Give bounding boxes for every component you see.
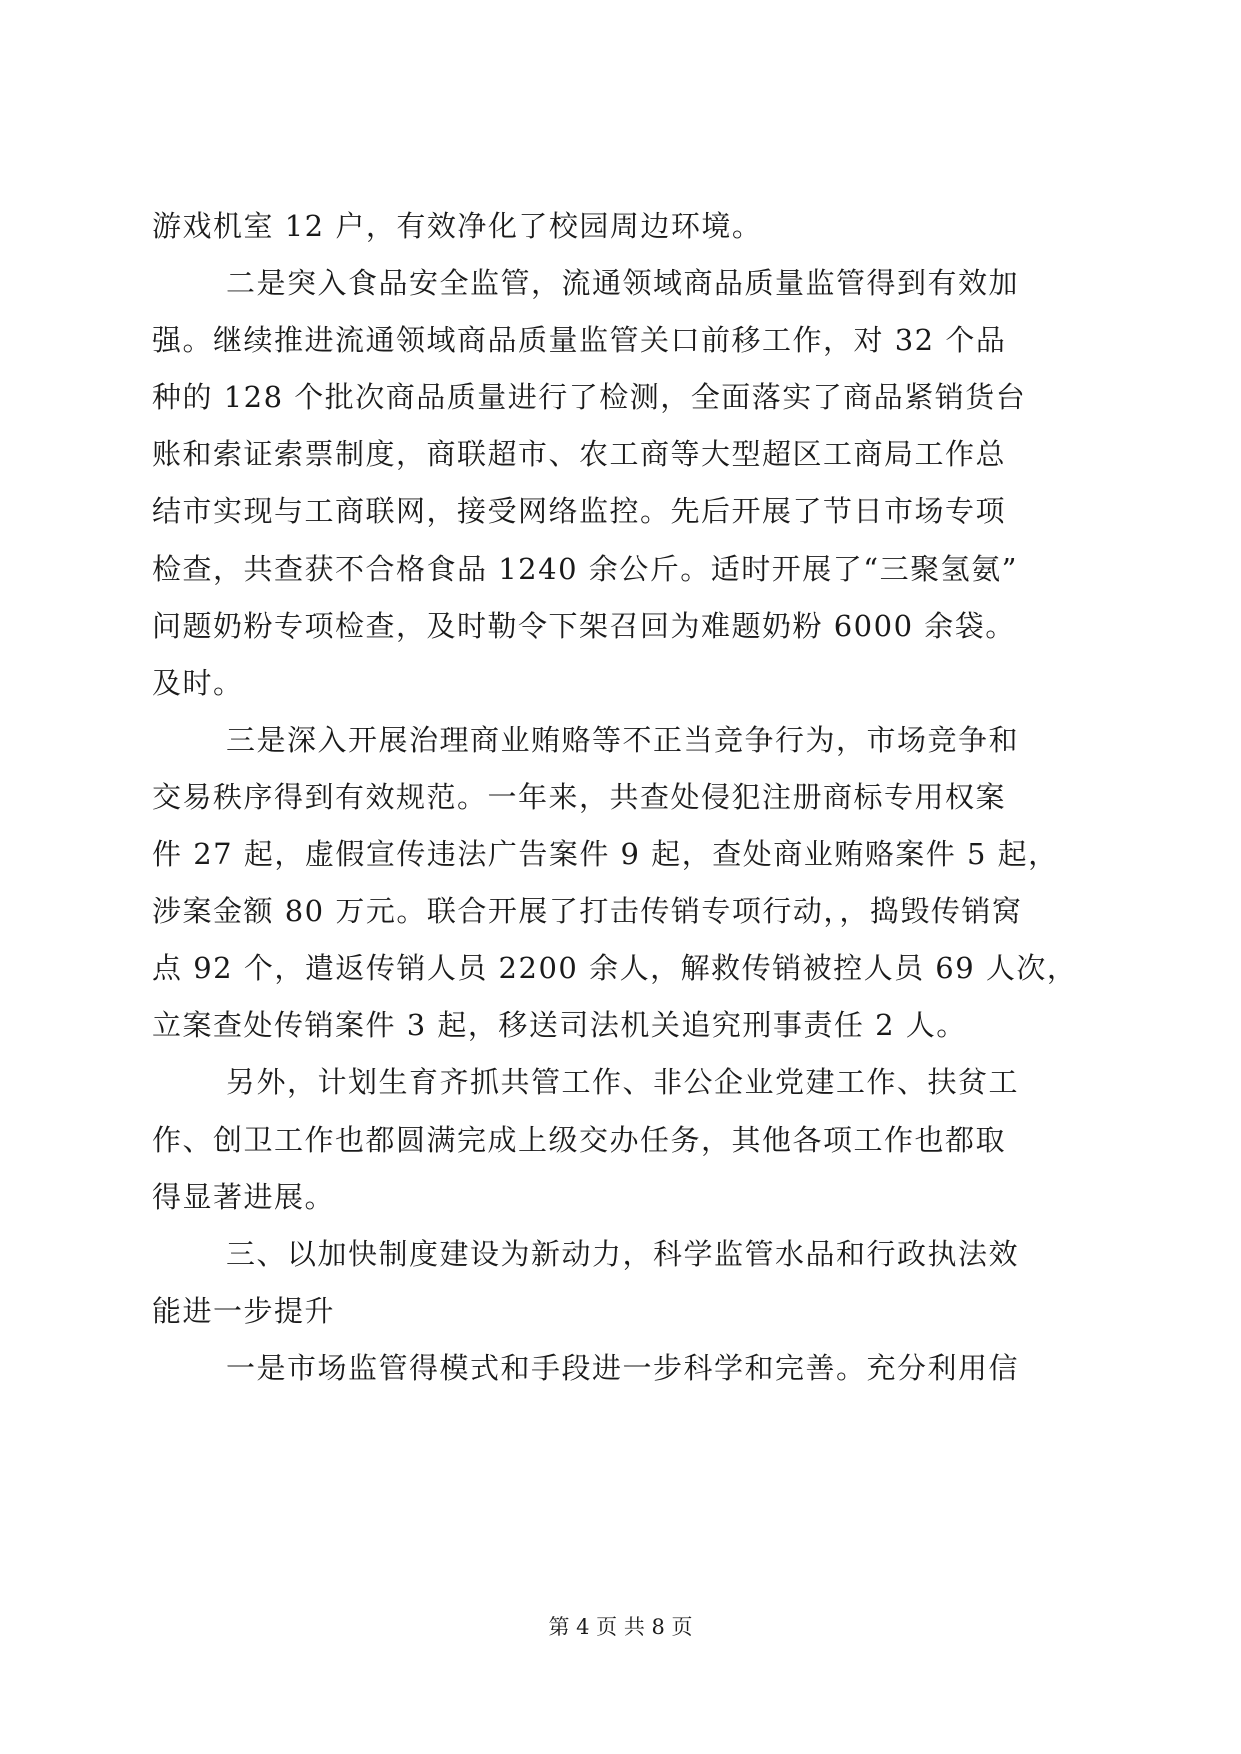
text-line: 三是深入开展治理商业贿赂等不正当竞争行为，市场竞争和	[226, 722, 1020, 757]
page-number: 第 4 页 共 8 页	[548, 1615, 693, 1639]
page-footer	[0, 1612, 1241, 1642]
text-line: 作、创卫工作也都圆满完成上级交办任务，其他各项工作也都取	[152, 1122, 1007, 1157]
text-line: 件 27 起，虚假宣传违法广告案件 9 起，查处商业贿赂案件 5 起，	[152, 837, 1059, 872]
text-line: 得显著进展。	[152, 1179, 336, 1214]
text-line: 游戏机室 12 户，有效净化了校园周边环境。	[152, 209, 763, 243]
text-line: 立案查处传销案件 3 起，移送司法机关追究刑事责任 2 人。	[152, 1008, 967, 1043]
text-line: 二是突入食品安全监管，流通领域商品质量监管得到有效加	[226, 266, 1020, 301]
text-line: 及时。	[152, 665, 244, 700]
text-line: 账和索证索票制度，商联超市、农工商等大型超区工商局工作总	[152, 437, 1007, 472]
text-line: 问题奶粉专项检查，及时勒令下架召回为难题奶粉 6000 余袋。	[152, 608, 1016, 643]
text-line: 检查，共查获不合格食品 1240 余公斤。适时开展了“三聚氢氨”	[152, 551, 1018, 586]
text-line: 结市实现与工商联网，接受网络监控。先后开展了节日市场专项	[152, 494, 1007, 529]
text-line: 另外，计划生育齐抓共管工作、非公企业党建工作、扶贫工	[226, 1065, 1020, 1100]
text-line: 涉案金额 80 万元。联合开展了打击传销专项行动，，捣毁传销窝	[152, 894, 1023, 929]
text-line: 强。继续推进流通领域商品质量监管关口前移工作，对 32 个品	[152, 323, 1007, 358]
text-line: 点 92 个，遣返传销人员 2200 余人，解救传销被控人员 69 人次，	[152, 951, 1078, 986]
text-line: 交易秩序得到有效规范。一年来，共查处侵犯注册商标专用权案	[152, 779, 1007, 814]
text-line: 三、以加快制度建设为新动力，科学监管水品和行政执法效	[226, 1236, 1020, 1271]
text-line: 种的 128 个批次商品质量进行了检测，全面落实了商品紧销货台	[152, 380, 1027, 415]
text-line: 能进一步提升	[152, 1293, 336, 1328]
document-body	[152, 198, 1092, 1397]
text-line: 一是市场监管得模式和手段进一步科学和完善。充分利用信	[226, 1350, 1020, 1385]
